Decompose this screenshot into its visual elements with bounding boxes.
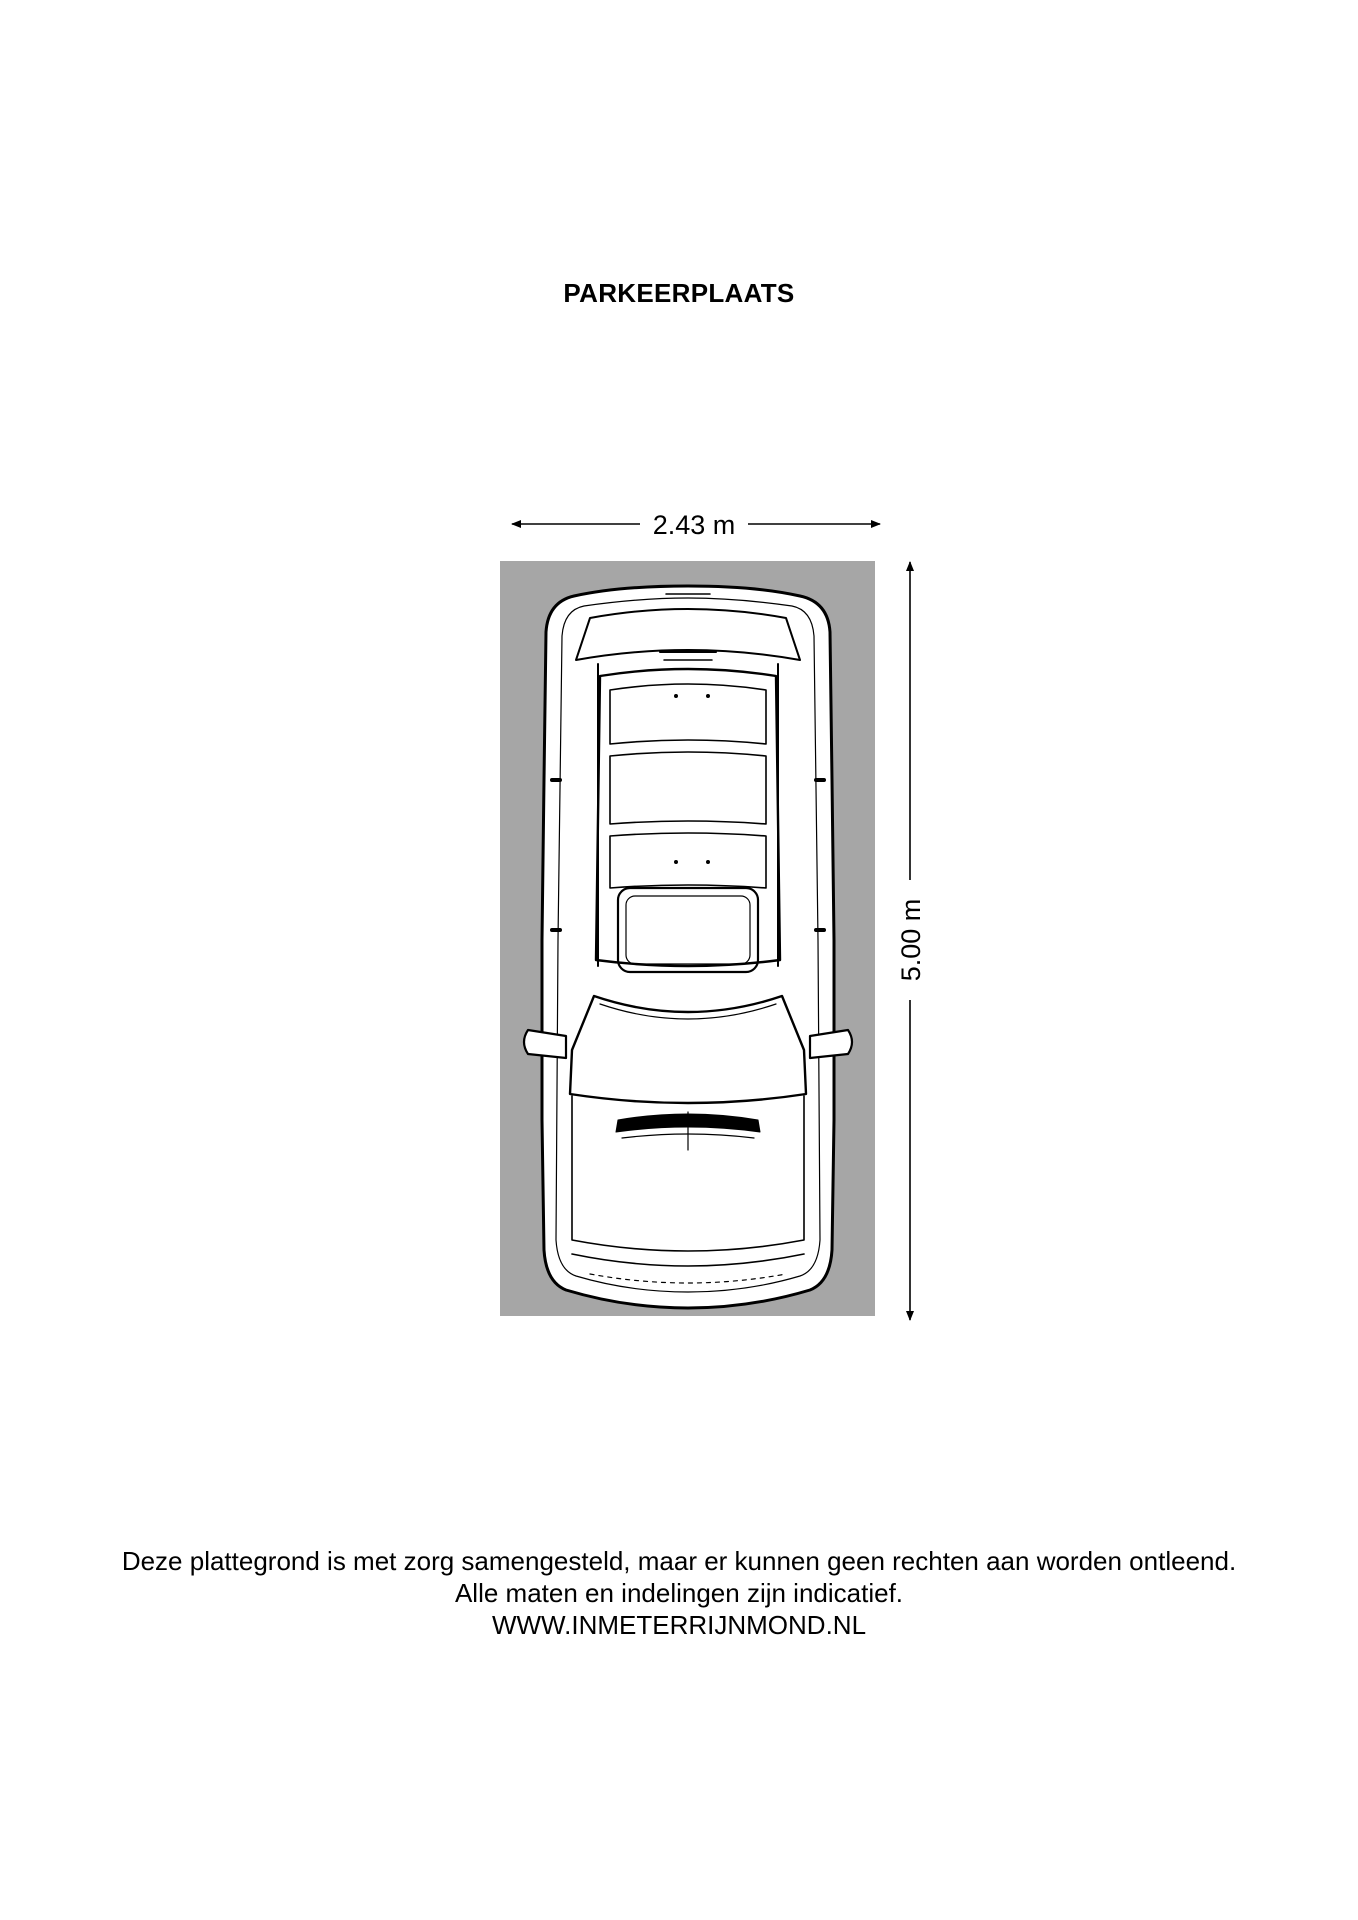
website-url: WWW.INMETERRIJNMOND.NL [491,1610,867,1640]
length-dimension [896,562,926,1320]
disclaimer [0,1545,1358,1641]
width-label: 2.43 m [652,510,736,540]
disclaimer-line: Deze plattegrond is met zorg samengesteld, maar er kunnen geen rechten aan worden ontleend. [121,1546,1237,1576]
length-label: 5.00 m [896,898,926,982]
disclaimer-line: Alle maten en indelingen zijn indicatief. [454,1578,904,1608]
page-title: PARKEERPLAATS [563,278,795,308]
width-dimension [512,510,880,540]
car-top-view-icon [524,586,852,1308]
